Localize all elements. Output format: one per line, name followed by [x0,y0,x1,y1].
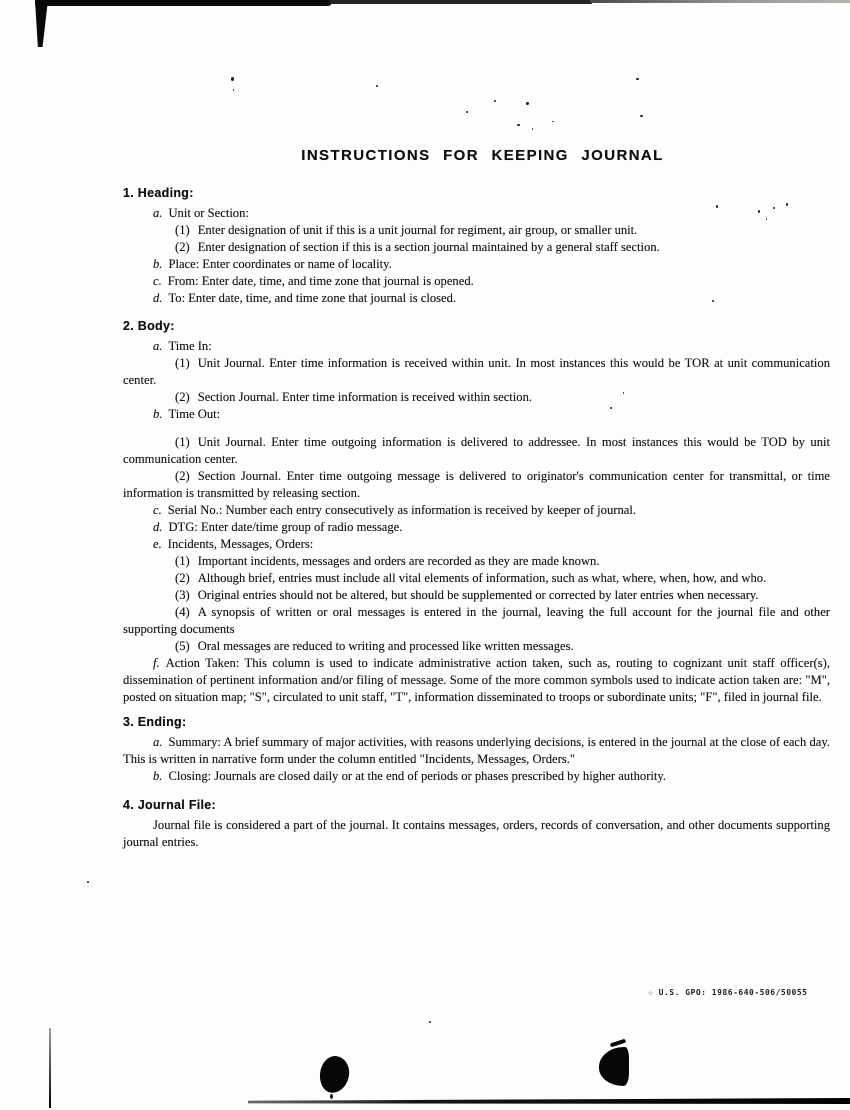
document-content [123,0,830,851]
paragraph [123,817,830,851]
item-text: Summary: A brief summary of major activities, with reasons underlying decisions, is entered in the journal at the close of each day. This is written in narrative form under the column entitled "Incidents, Messages, Orders." [123,735,830,766]
paragraph-text: Journal file is considered a part of the journal. It contains messages, orders, records of conversation, and other documents supporting journal entries. [123,818,830,849]
list-item [123,273,830,290]
item-label: c. [153,274,162,288]
item-text: Closing: Journals are closed daily or at the end of periods or phases prescribed by higher authority. [168,769,667,783]
item-text: To: Enter date, time, and time zone that journal is closed. [168,291,457,305]
section-heading: 2. Body: [123,319,175,333]
item-label: (5) [175,639,190,653]
list-item [123,519,830,536]
item-label: (3) [175,588,190,602]
item-text: Unit Journal. Enter time information is received within unit. In most instances this would be TOR at unit communication center. [123,356,830,387]
list-item [123,468,830,502]
item-label: b. [153,769,163,783]
list-item [123,768,830,785]
item-label: d. [153,291,163,305]
item-label: (2) [175,469,190,483]
printer-mark: ☆ U.S. GPO: 1986-640-506/50055 [648,988,808,997]
item-label: (2) [175,240,190,254]
list-item [123,655,830,706]
list-item [123,604,830,638]
item-label: b. [153,257,163,271]
item-label: (2) [175,390,190,404]
item-label: (1) [175,223,190,237]
list-item [123,239,830,256]
list-item [123,553,830,570]
item-text: Although brief, entries must include all vital elements of information, such as what, where, when, how, and who. [197,571,767,585]
scan-streak-bottom [248,1098,850,1104]
item-text: Action Taken: This column is used to indicate administrative action taken, such as, routing to cognizant unit staff officer(s), dissemination of pertinent information and/or filing of message. Some of the more common symbols used to indicate action taken are: "M", posted on situation map; "S", circulated to unit staff, "T", information disseminated to troops or subordinate units; "F", filed in journal file. [123,656,830,704]
item-text: A synopsis of written or oral messages is entered in the journal, leaving the full account for the journal file and other supporting documents [123,605,830,636]
list-item [123,587,830,604]
list-item [123,205,830,222]
item-label: b. [153,407,163,421]
list-item [123,638,830,655]
item-text: Serial No.: Number each entry consecutively as information is received by keeper of journal. [167,503,637,517]
item-text: DTG: Enter date/time group of radio message. [168,520,403,534]
section-heading: 1. Heading: [123,186,194,200]
item-text: Oral messages are reduced to writing and processed like written messages. [197,639,574,653]
item-text: Time In: [168,339,212,353]
item-label: (2) [175,571,190,585]
list-item [123,536,830,553]
list-item [123,290,830,307]
item-label: c. [153,503,162,517]
item-label: f. [153,656,160,670]
item-text: Enter designation of unit if this is a unit journal for regiment, air group, or smaller unit. [197,223,638,237]
item-text: Place: Enter coordinates or name of locality. [168,257,392,271]
ink-speck [429,1021,431,1023]
item-label: (4) [175,605,190,619]
item-text: Section Journal. Enter time outgoing message is delivered to originator's communication center for transmittal, or time information is transmitted by releasing section. [123,469,830,500]
ink-speck [87,881,89,883]
item-text: Original entries should not be altered, but should be supplemented or corrected by later entries when necessary. [197,588,759,602]
ink-blob-left [318,1054,351,1094]
item-label: a. [153,735,163,749]
list-item [123,734,830,768]
item-label: (1) [175,356,190,370]
item-label: e. [153,537,162,551]
item-text: Unit or Section: [168,206,249,220]
item-text: Unit Journal. Enter time outgoing information is delivered to addressee. In most instances this would be TOD by unit communication center. [123,435,830,466]
item-label: d. [153,520,163,534]
list-item [123,389,830,406]
scan-wedge-top-left [35,0,48,47]
list-item [123,434,830,468]
item-text: Section Journal. Enter time information is received within section. [197,390,533,404]
ink-blob-right [599,1047,629,1086]
list-item [123,406,830,423]
list-item [123,355,830,389]
item-text: Important incidents, messages and orders are recorded as they are made known. [197,554,600,568]
list-item [123,338,830,355]
item-text: From: Enter date, time, and time zone that journal is opened. [167,274,474,288]
list-item [123,570,830,587]
list-item [123,256,830,273]
item-label: a. [153,339,163,353]
item-label: (1) [175,435,190,449]
item-text: Time Out: [168,407,221,421]
section-heading: 4. Journal File: [123,798,217,812]
ink-blob-left-tail [330,1094,333,1099]
item-label: (1) [175,554,190,568]
scan-line-bottom-left [49,1028,51,1108]
item-text: Enter designation of section if this is a section journal maintained by a general staff section. [197,240,660,254]
item-label: a. [153,206,163,220]
list-item [123,222,830,239]
list-item [123,502,830,519]
section-heading: 3. Ending: [123,715,187,729]
page-title: INSTRUCTIONS FOR KEEPING JOURNAL [301,147,664,164]
item-text: Incidents, Messages, Orders: [167,537,314,551]
